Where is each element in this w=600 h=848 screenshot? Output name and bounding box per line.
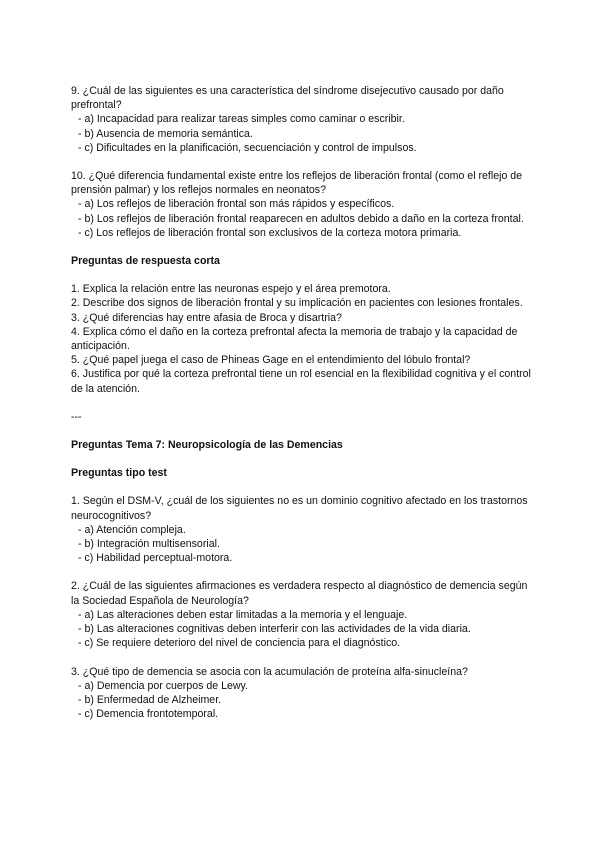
answer-option: - a) Los reflejos de liberación frontal son más rápidos y específicos. bbox=[78, 198, 395, 211]
question-text: 3. ¿Qué tipo de demencia se asocia con la acumulación de proteína alfa-sinucleína? bbox=[71, 665, 468, 678]
spacer bbox=[71, 240, 531, 254]
answer-option: - c) Dificultades en la planificación, secuenciación y control de impulsos. bbox=[78, 141, 417, 154]
spacer bbox=[71, 396, 531, 410]
question-text: 1. Según el DSM-V, ¿cuál de los siguientes no es un dominio cognitivo afectado en los trastornos neurocognitivos? bbox=[71, 495, 528, 522]
question-block bbox=[71, 84, 531, 155]
question-text: 2. ¿Cuál de las siguientes afirmaciones es verdadera respecto al diagnóstico de demencia según la Sociedad Española de Neurología? bbox=[71, 580, 528, 607]
question-block bbox=[71, 579, 531, 650]
question-block bbox=[71, 665, 531, 722]
short-answer-item: 5. ¿Qué papel juega el caso de Phineas Gage en el entendimiento del lóbulo frontal? bbox=[71, 354, 471, 367]
section-separator: --- bbox=[71, 410, 82, 423]
short-answer-item: 6. Justifica por qué la corteza prefrontal tiene un rol esencial en la flexibilidad cognitiva y el control de la atención. bbox=[71, 368, 531, 395]
document-page bbox=[71, 84, 531, 721]
section-subheading: Preguntas tipo test bbox=[71, 467, 167, 480]
question-text: 10. ¿Qué diferencia fundamental existe entre los reflejos de liberación frontal (como el reflejo de prensión palmar) y los reflejos normales en neonatos? bbox=[71, 170, 523, 197]
answer-option: - b) Integración multisensorial. bbox=[78, 538, 220, 551]
section-heading: Preguntas Tema 7: Neuropsicología de las Demencias bbox=[71, 439, 343, 452]
spacer bbox=[71, 651, 531, 665]
answer-option: - c) Demencia frontotemporal. bbox=[78, 708, 219, 721]
answer-option: - b) Los reflejos de liberación frontal reaparecen en adultos debido a daño en la corteza frontal. bbox=[78, 212, 524, 225]
answer-option: - b) Las alteraciones cognitivas deben interferir con las actividades de la vida diaria. bbox=[78, 623, 471, 636]
answer-option: - c) Habilidad perceptual-motora. bbox=[78, 552, 233, 565]
spacer bbox=[71, 480, 531, 494]
short-answer-item: 3. ¿Qué diferencias hay entre afasia de Broca y disartria? bbox=[71, 311, 342, 324]
short-answer-item: 1. Explica la relación entre las neuronas espejo y el área premotora. bbox=[71, 283, 391, 296]
spacer bbox=[71, 424, 531, 438]
answer-option: - b) Ausencia de memoria semántica. bbox=[78, 127, 253, 140]
spacer bbox=[71, 452, 531, 466]
short-answer-item: 2. Describe dos signos de liberación frontal y su implicación en pacientes con lesiones frontales. bbox=[71, 297, 523, 310]
spacer bbox=[71, 155, 531, 169]
spacer bbox=[71, 268, 531, 282]
answer-option: - b) Enfermedad de Alzheimer. bbox=[78, 693, 222, 706]
short-answer-list bbox=[71, 282, 531, 396]
answer-option: - a) Las alteraciones deben estar limitadas a la memoria y el lenguaje. bbox=[78, 608, 408, 621]
answer-option: - c) Los reflejos de liberación frontal son exclusivos de la corteza motora primaria. bbox=[78, 226, 462, 239]
answer-option: - a) Incapacidad para realizar tareas simples como caminar o escribir. bbox=[78, 113, 405, 126]
short-answer-item: 4. Explica cómo el daño en la corteza prefrontal afecta la memoria de trabajo y la capacidad de anticipación. bbox=[71, 325, 518, 353]
question-text: 9. ¿Cuál de las siguientes es una característica del síndrome disejecutivo causado por daño prefrontal? bbox=[71, 85, 504, 112]
answer-option: - a) Demencia por cuerpos de Lewy. bbox=[78, 679, 248, 692]
question-block bbox=[71, 169, 531, 240]
question-block bbox=[71, 494, 531, 565]
section-heading: Preguntas de respuesta corta bbox=[71, 255, 220, 268]
spacer bbox=[71, 565, 531, 579]
answer-option: - c) Se requiere deterioro del nivel de conciencia para el diagnóstico. bbox=[78, 637, 401, 650]
answer-option: - a) Atención compleja. bbox=[78, 523, 186, 536]
